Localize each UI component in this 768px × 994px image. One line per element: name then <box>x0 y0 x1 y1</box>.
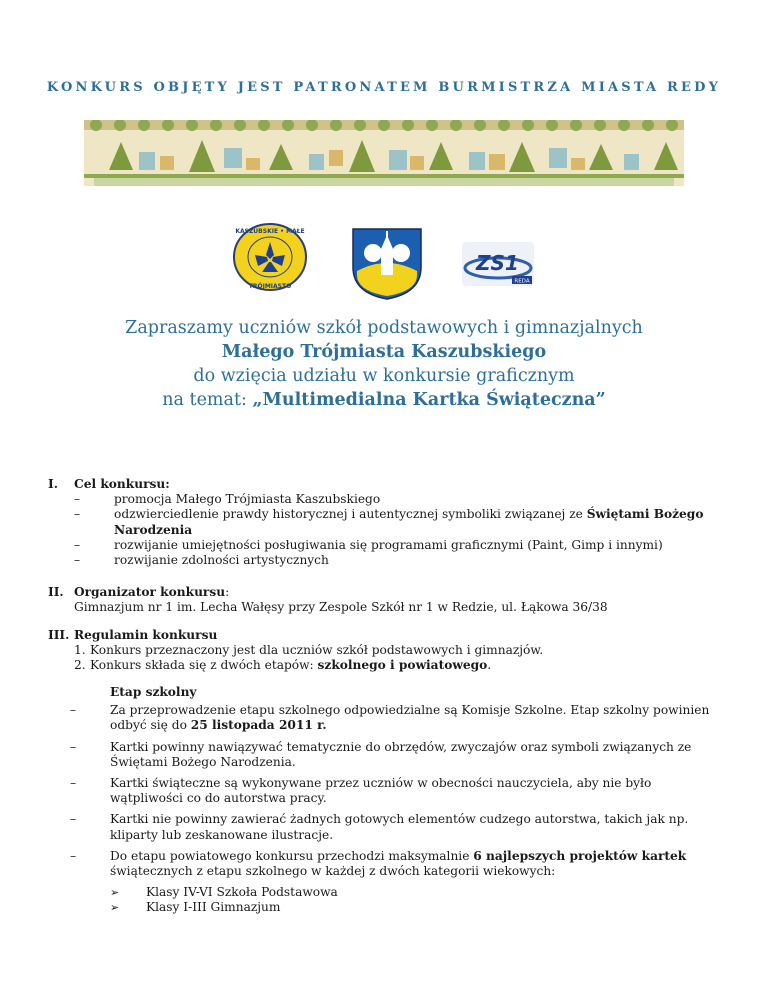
list-item: – Kartki powinny nawiązywać tematycznie do obrzędów, zwyczajów oraz symboli związanych ze Świętami Bożego Narodzenia. <box>70 740 720 770</box>
list-item <box>70 849 720 879</box>
list-item-text: Do etapu powiatowego konkursu przechodzi maksymalnie <box>110 848 474 863</box>
list-item <box>74 658 734 673</box>
section-title-colon: : <box>225 585 230 599</box>
list-item-text: Konkurs składa się z dwóch etapów: <box>90 658 318 673</box>
list-item-end: świątecznych z etapu szkolnego w każdej z dwóch kategorii wiekowych: <box>110 864 556 879</box>
school-stage <box>70 685 720 916</box>
category-text: Klasy I-III Gimnazjum <box>146 900 281 915</box>
invitation-line-3: do wzięcia udziału w konkursie graficznym <box>193 366 575 386</box>
section-title: Regulamin konkursu <box>74 628 218 642</box>
list-item <box>74 643 734 658</box>
category-item <box>70 900 720 915</box>
deadline-date: 25 listopada 2011 r. <box>190 718 327 733</box>
section-title: Cel konkursu: <box>74 477 170 491</box>
topic-prefix: na temat: <box>162 390 253 410</box>
arrow-bullet-icon: ➢ <box>110 886 120 900</box>
category-text: Klasy IV-VI Szkoła Podstawowa <box>146 885 338 900</box>
invitation-line-1: Zapraszamy uczniów szkół podstawowych i gimnazjalnych <box>125 318 643 338</box>
section-title <box>74 585 734 600</box>
list-item-text: Konkurs przeznaczony jest dla uczniów szkół podstawowych i gimnazjów. <box>90 643 544 658</box>
list-item <box>74 507 734 537</box>
list-item-text: odzwierciedlenie prawdy historycznej i autentycznej symboliki związanej ze <box>114 507 587 522</box>
contest-topic: „Multimedialna Kartka Świąteczna” <box>252 390 606 410</box>
list-item: – promocja Małego Trójmiasta Kaszubskiego <box>74 492 734 507</box>
organizer-address: Gimnazjum nr 1 im. Lecha Wałęsy przy Zespole Szkół nr 1 w Redzie, ul. Łąkowa 36/38 <box>74 600 608 615</box>
list-item: – rozwijanie zdolności artystycznych <box>74 553 734 568</box>
invitation-line-2: Małego Trójmiasta Kaszubskiego <box>221 342 547 362</box>
list-item: – Kartki świąteczne są wykonywane przez uczniów w obecności nauczyciela, aby nie było wątpliwości co do autorstwa pracy. <box>70 776 720 806</box>
arrow-bullet-icon: ➢ <box>110 901 120 915</box>
zs-logo-subtext: REDA <box>514 278 530 285</box>
invitation-block <box>0 316 768 412</box>
christmas-garland-banner <box>84 120 684 190</box>
zs-logo-text: ZS1 <box>476 251 519 275</box>
list-item-end: . <box>487 658 492 673</box>
svg-text:KASZUBSKIE • MAŁE: KASZUBSKIE • MAŁE <box>235 228 305 235</box>
list-item-number: 1. <box>74 643 86 658</box>
svg-text:TRÓJMIASTO: TRÓJMIASTO <box>248 283 292 290</box>
list-item-bold: 6 najlepszych projektów kartek <box>473 848 687 863</box>
category-item <box>70 885 720 900</box>
zs1-reda-logo <box>462 242 534 286</box>
list-item: – rozwijanie umiejętności posługiwania się programami graficznymi (Paint, Gimp i innymi) <box>74 538 734 553</box>
list-item: – Kartki nie powinny zawierać żadnych gotowych elementów cudzego autorstwa, takich jak np. kliparty lub zeskanowane ilustracje. <box>70 812 720 842</box>
page-header: KONKURS OBJĘTY JEST PATRONATEM BURMISTRZA MIASTA REDY <box>46 80 722 95</box>
section-number: III. <box>48 628 70 642</box>
list-item-bold: szkolnego i powiatowego <box>317 658 488 673</box>
stage-title: Etap szkolny <box>110 685 197 699</box>
list-item <box>70 703 720 733</box>
invitation-line-4 <box>0 388 768 412</box>
kaszubskie-trojmiasto-logo <box>232 222 308 292</box>
reda-coat-of-arms-logo <box>349 227 425 301</box>
list-item-text: Za przeprowadzenie etapu szkolnego odpowiedzialne są Komisje Szkolne. Etap szkolny powinien odbyć się do <box>110 703 710 733</box>
list-item-number: 2. <box>74 658 86 673</box>
section-number: I. <box>48 477 58 491</box>
section-title-text: Organizator konkursu <box>74 585 226 599</box>
section-number: II. <box>48 585 64 599</box>
list-item-bold: Świętami Bożego Narodzenia <box>114 507 704 537</box>
